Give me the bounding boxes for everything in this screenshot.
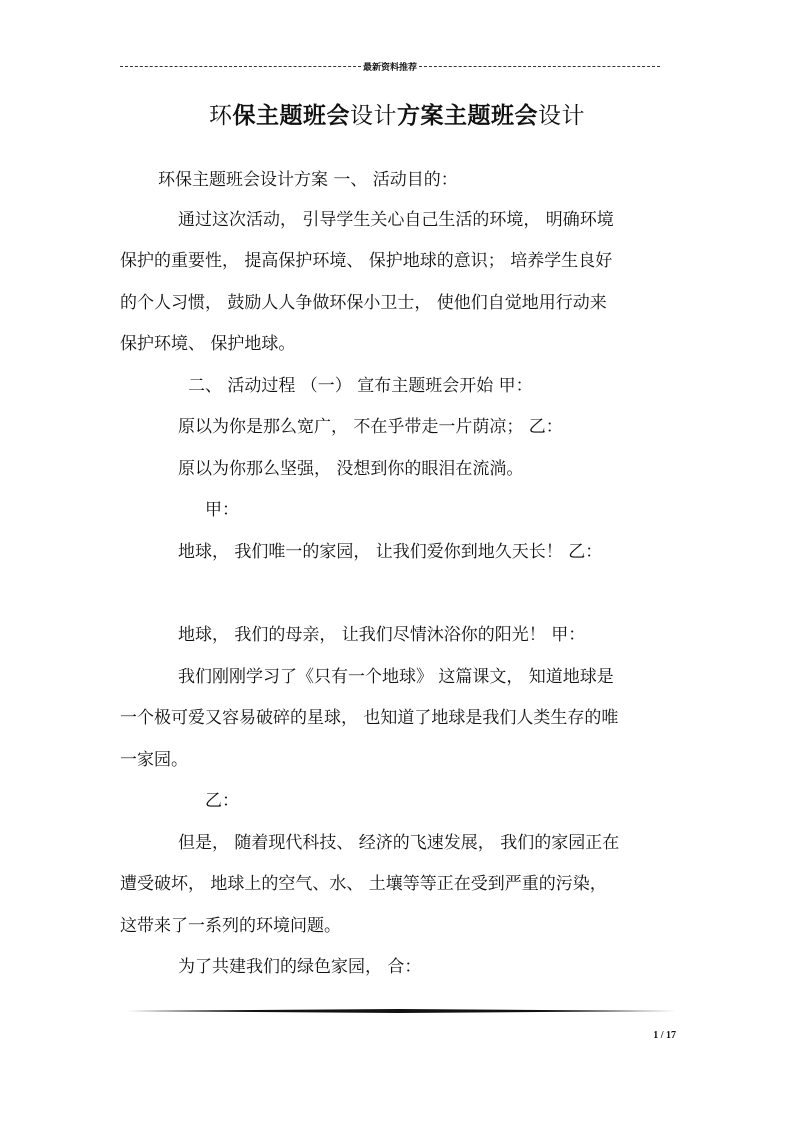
paragraph-earth-line-2: 一个极可爱又容易破碎的星球， 也知道了地球是我们人类生存的唯	[120, 708, 619, 728]
header-dash-right	[419, 66, 660, 67]
page-header	[120, 58, 660, 74]
paragraph-goal-line-3: 的个人习惯， 鼓励人人争做环保小卫士， 使他们自觉地用行动来	[120, 293, 607, 313]
speaker-yi-1: 乙：	[205, 791, 239, 811]
document-title	[0, 100, 794, 132]
title-part-1: 环	[209, 103, 233, 129]
dialogue-line-4: 地球， 我们的母亲， 让我们尽情沐浴你的阳光！ 甲：	[178, 625, 586, 645]
title-part-3: 设计	[350, 103, 397, 129]
paragraph-earth-line-1: 我们刚刚学习了《只有一个地球》 这篇课文， 知道地球是	[178, 667, 614, 687]
header-dash-left	[120, 66, 361, 67]
dialogue-line-1: 原以为你是那么宽广， 不在乎带走一片荫凉； 乙：	[178, 417, 563, 437]
footer-rule	[120, 1009, 676, 1013]
title-part-4: 方案主题班会	[397, 102, 538, 129]
closing-line: 为了共建我们的绿色家园， 合：	[178, 957, 422, 977]
section-heading-goal: 环保主题班会设计方案 一、 活动目的：	[158, 170, 458, 190]
title-part-5: 设计	[538, 103, 585, 129]
paragraph-pollution-line-3: 这带来了一系列的环境问题。	[120, 916, 341, 936]
paragraph-pollution-line-1: 但是， 随着现代科技、 经济的飞速发展， 我们的家园正在	[178, 833, 620, 853]
page-number: 1 / 17	[653, 1030, 676, 1041]
paragraph-earth-line-3: 一家园。	[120, 750, 188, 770]
header-label: 最新资料推荐	[363, 62, 418, 73]
speaker-jia-1: 甲：	[205, 500, 239, 520]
paragraph-pollution-line-2: 遭受破坏， 地球上的空气、水、 土壤等等正在受到严重的污染，	[120, 874, 607, 894]
section-heading-process: 二、 活动过程 （一） 宣布主题班会开始 甲：	[188, 376, 533, 396]
paragraph-goal-line-4: 保护环境、 保护地球。	[120, 334, 296, 354]
title-part-2: 保主题班会	[232, 102, 350, 129]
dialogue-line-2: 原以为你那么坚强， 没想到你的眼泪在流淌。	[178, 459, 524, 479]
dialogue-line-3: 地球， 我们唯一的家园， 让我们爱你到地久天长！ 乙：	[178, 542, 603, 562]
paragraph-goal-line-2: 保护的重要性， 提高保护环境、 保护地球的意识； 培养学生良好	[120, 251, 613, 271]
paragraph-goal-line-1: 通过这次活动， 引导学生关心自己生活的环境， 明确环境	[178, 210, 614, 230]
